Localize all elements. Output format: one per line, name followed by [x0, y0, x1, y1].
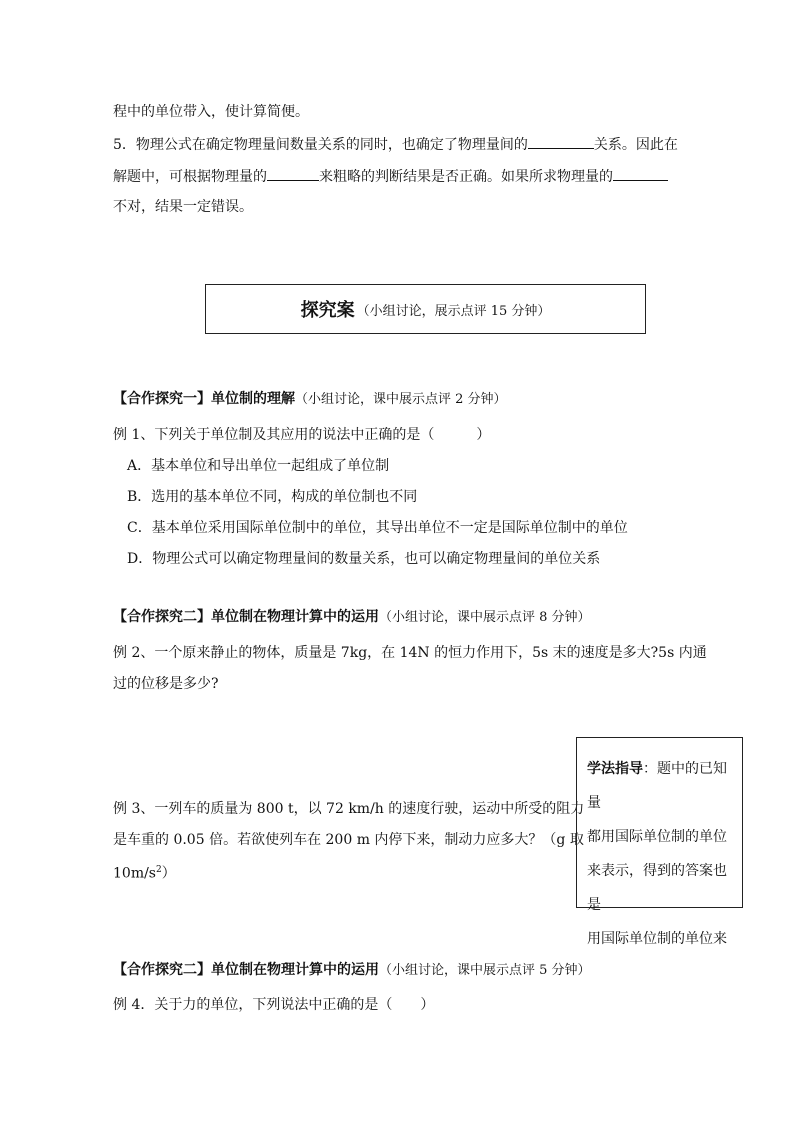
- section-3-title: 单位制在物理计算中的运用: [211, 962, 379, 978]
- section-1-bracket: 【合作探究一】: [113, 391, 211, 407]
- section-2-title: 单位制在物理计算中的运用: [211, 609, 379, 625]
- q5-text-a: 5．物理公式在确定物理量间数量关系的同时，也确定了物理量间的: [113, 137, 528, 153]
- example-1-option-c: C．基本单位采用国际单位制中的单位，其导出单位不一定是国际单位制中的单位: [127, 520, 628, 536]
- example-1-option-a: A．基本单位和导出单位一起组成了单位制: [127, 458, 390, 474]
- banner-subtitle: （小组讨论，展示点评 15 分钟）: [356, 303, 551, 319]
- section-2-heading: [113, 607, 591, 628]
- section-2-bracket: 【合作探究二】: [113, 609, 211, 625]
- example-4-question: 例 4．关于力的单位，下列说法中正确的是（ ）: [113, 997, 435, 1013]
- section-3-heading: [113, 960, 591, 981]
- study-tip-line-2: 都用国际单位制的单位: [587, 829, 727, 845]
- question-5-line-3: 不对，结果一定错误。: [113, 199, 253, 215]
- example-1-question: 例 1、下列关于单位制及其应用的说法中正确的是（ ）: [113, 427, 491, 443]
- example-1-option-d: D．物理公式可以确定物理量间的数量关系，也可以确定物理量间的单位关系: [127, 551, 601, 567]
- study-tip-text-1: ：题中的已知量: [587, 761, 727, 811]
- q3-close: ）: [161, 865, 176, 882]
- question-5-line-1: [113, 134, 678, 155]
- example-3-line-1: 例 3、一列车的质量为 800 t，以 72 km/h 的速度行驶，运动中所受的阻力: [113, 801, 585, 817]
- study-tip-line-3: 来表示，得到的答案也是: [587, 863, 727, 913]
- q3-unit: 10m/s: [113, 865, 156, 882]
- section-3-note: （小组讨论，课中展示点评 5 分钟）: [379, 963, 591, 978]
- example-2-line-2: 过的位移是多少?: [113, 676, 219, 692]
- study-tip-line-4: 用国际单位制的单位来: [587, 931, 727, 947]
- example-3-line-2: 是车重的 0.05 倍。若欲使列车在 200 m 内停下来，制动力应多大？（g 取: [113, 832, 584, 848]
- example-2-line-1: 例 2、一个原来静止的物体，质量是 7kg，在 14N 的恒力作用下，5s 末的速度是多大?5s 内通: [113, 645, 707, 661]
- q5-text-d: 来粗略的判断结果是否正确。如果所求物理量的: [319, 169, 613, 185]
- q5-blank-2[interactable]: [267, 166, 319, 181]
- explore-banner: [205, 284, 646, 334]
- section-1-title: 单位制的理解: [211, 391, 295, 407]
- banner-title: 探究案: [300, 300, 355, 321]
- q5-blank-3[interactable]: [613, 166, 668, 181]
- q3-exponent: 2: [156, 865, 162, 875]
- question-5-line-2: [113, 166, 668, 187]
- section-3-bracket: 【合作探究二】: [113, 962, 211, 978]
- study-tip-label: 学法指导: [587, 761, 643, 777]
- study-tip-box: [576, 737, 743, 947]
- study-tip-line-1: [587, 752, 734, 820]
- section-2-note: （小组讨论，课中展示点评 8 分钟）: [379, 610, 591, 625]
- q5-text-b: 关系。因此在: [593, 137, 678, 153]
- example-1-option-b: B．选用的基本单位不同，构成的单位制也不同: [127, 489, 418, 505]
- example-3-line-3: [113, 860, 176, 884]
- q5-blank-1[interactable]: [528, 134, 594, 149]
- section-1-heading: [113, 389, 507, 410]
- q5-text-c: 解题中，可根据物理量的: [113, 169, 267, 185]
- section-1-note: （小组讨论，课中展示点评 2 分钟）: [295, 392, 507, 407]
- intro-line-1: 程中的单位带入，使计算简便。: [113, 104, 309, 120]
